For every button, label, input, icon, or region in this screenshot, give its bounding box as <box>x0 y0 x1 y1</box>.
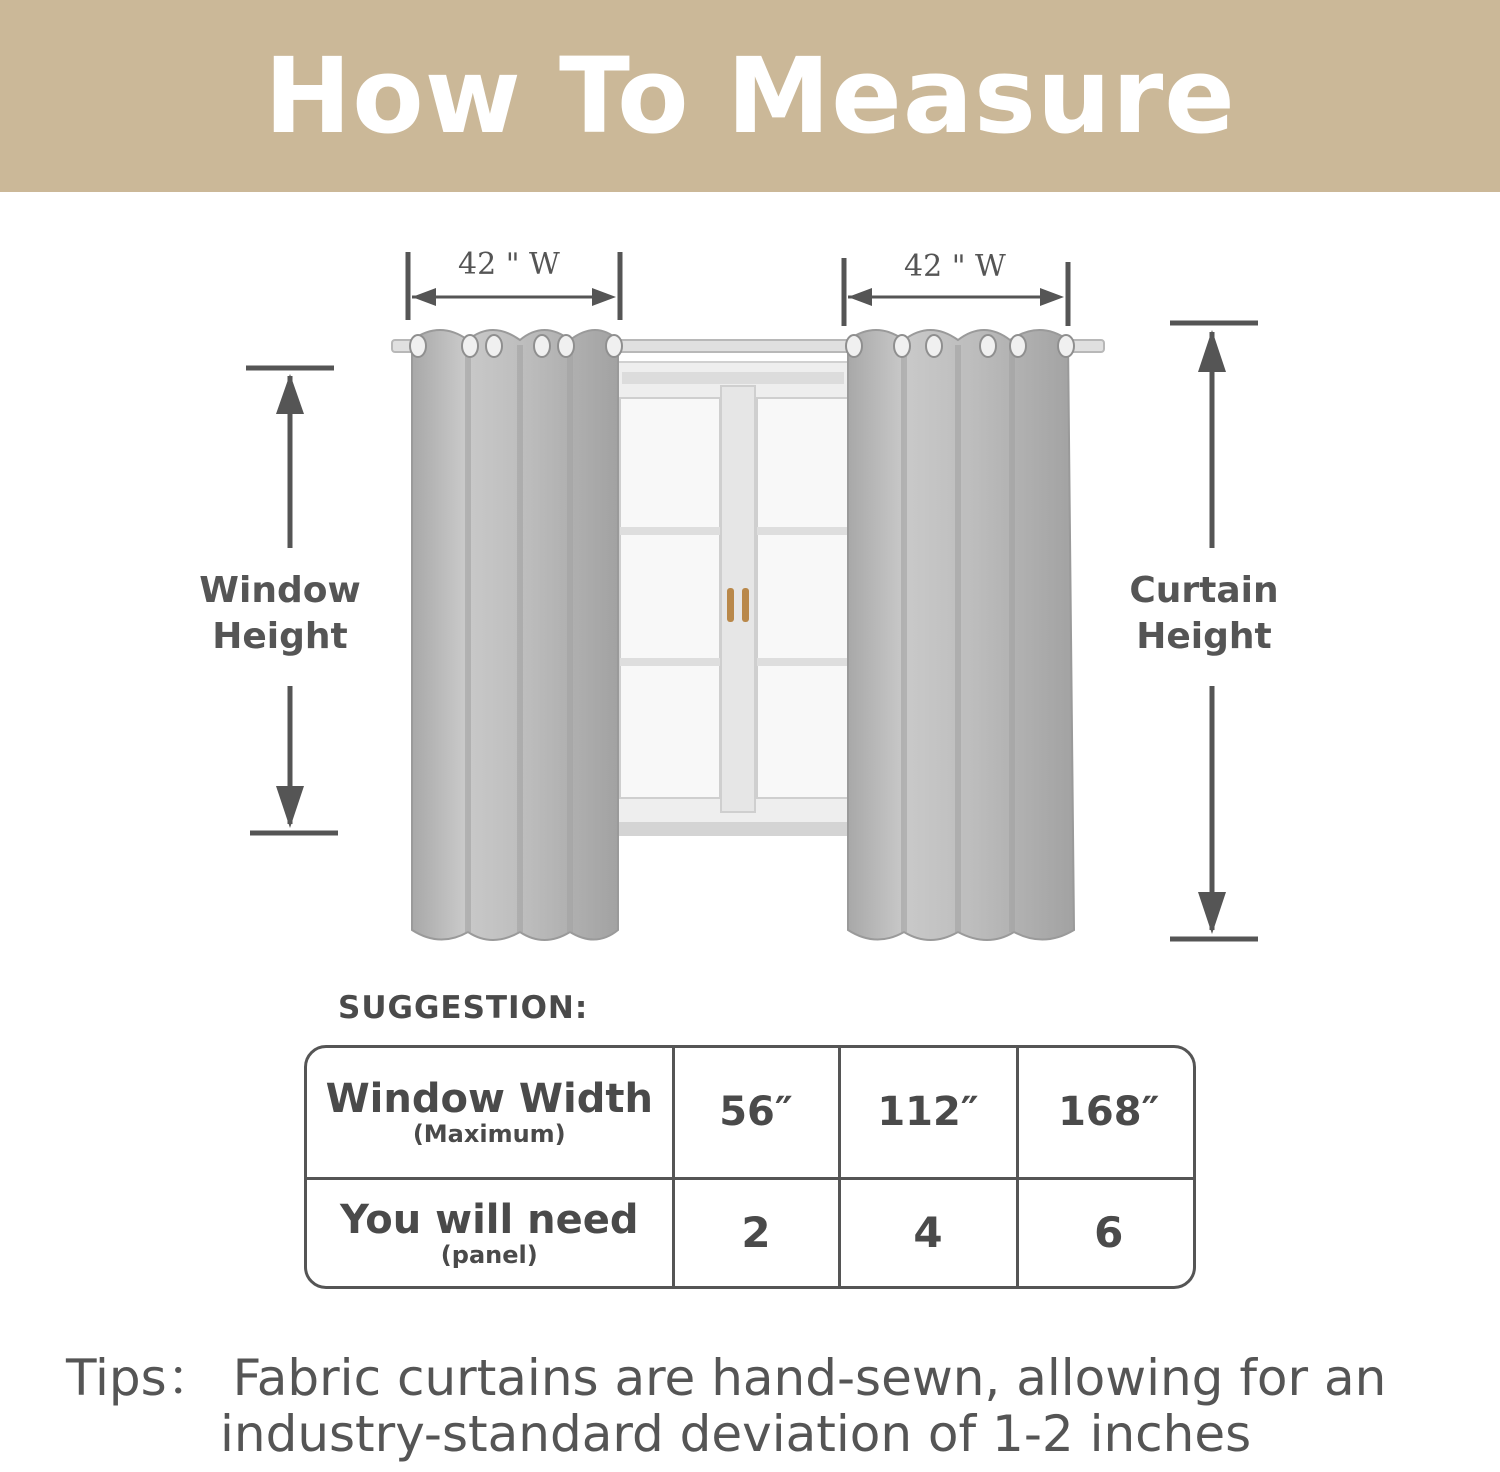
table-cell: 4 <box>839 1178 1017 1286</box>
row-header-panels-needed <box>307 1178 673 1286</box>
suggestion-heading: SUGGESTION: <box>338 990 589 1026</box>
window-height-label-line1: Window <box>199 570 361 611</box>
table-cell: 168″ <box>1017 1048 1196 1178</box>
window-height-label <box>190 568 370 660</box>
window <box>612 362 854 836</box>
window-height-label-line2: Height <box>212 616 348 657</box>
table-cell: 6 <box>1017 1178 1196 1286</box>
page-title: How To Measure <box>264 35 1236 157</box>
curtain-height-label <box>1114 568 1294 660</box>
left-curtain-panel <box>410 330 622 940</box>
row-sublabel: (Maximum) <box>412 1120 566 1149</box>
window-handle-left <box>727 588 734 622</box>
tips-line-1: Tips： Fabric curtains are hand-sewn, allowing for an <box>66 1349 1387 1407</box>
header-banner <box>0 0 1500 192</box>
table-cell: 56″ <box>673 1048 839 1178</box>
row-header-window-width <box>307 1048 673 1178</box>
row-sublabel: (panel) <box>440 1240 538 1269</box>
left-width-label: 42 " W <box>452 248 566 282</box>
curtain-height-label-line2: Height <box>1136 616 1272 657</box>
suggestion-table <box>304 1045 1196 1289</box>
row-label: Window Width <box>325 1076 653 1123</box>
table-row <box>307 1178 1196 1286</box>
window-handle-right <box>742 588 749 622</box>
right-curtain-panel <box>846 330 1074 940</box>
right-width-label: 42 " W <box>898 250 1012 284</box>
tips-text <box>66 1350 1486 1462</box>
row-label: You will need <box>339 1196 639 1243</box>
table-row <box>307 1048 1196 1178</box>
table-cell: 112″ <box>839 1048 1017 1178</box>
tips-line-2: industry-standard deviation of 1-2 inches <box>220 1405 1252 1463</box>
table-cell: 2 <box>673 1178 839 1286</box>
curtain-height-label-line1: Curtain <box>1129 570 1279 611</box>
